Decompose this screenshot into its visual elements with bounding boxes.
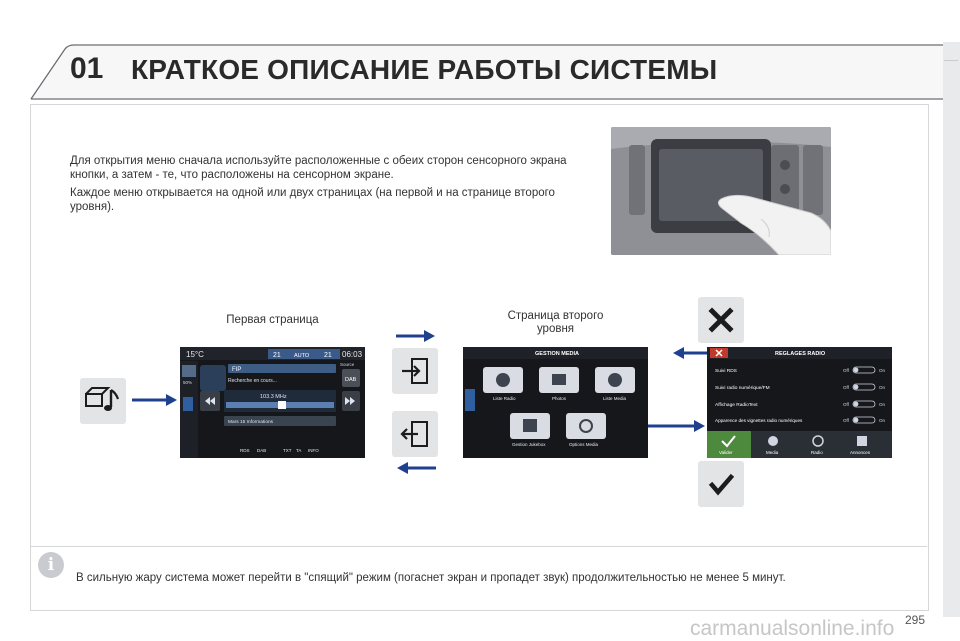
info-line: Mars 15 Informations [228, 420, 274, 425]
page-number: 295 [905, 613, 926, 627]
setting-row-label: Apparence des vignettes radio numériques [715, 418, 803, 423]
off-label: Off [843, 402, 849, 407]
bottom-rds[interactable]: RDS [240, 448, 250, 453]
search-status: Recherche en cours... [228, 378, 277, 384]
close-x-icon [698, 297, 744, 343]
second-level-label-line2: уровня [536, 323, 575, 335]
arrow-to-first-page-icon [132, 392, 178, 408]
media-options-button[interactable] [566, 413, 606, 439]
frequency-slider[interactable] [278, 401, 286, 409]
announcements-tab-label: Annonces [850, 450, 871, 455]
media-menu-screen [463, 347, 648, 458]
info-icon-glyph: i [47, 555, 55, 575]
off-label: Off [843, 368, 849, 373]
volume-readout: 50% [183, 380, 193, 385]
return-arrow-icon [392, 411, 438, 457]
media-list-label: Liste Media [603, 396, 627, 401]
bottom-info[interactable]: INFO [308, 448, 319, 453]
intro-paragraph-2: Каждое меню открывается на одной или двух страницах (на первой и на странице второго уровня). [70, 187, 555, 213]
music-note-icon [80, 378, 126, 424]
frequency-readout: 103.3 MHz [260, 394, 287, 400]
station-name: FIP [232, 367, 242, 373]
intro-paragraph-1: Для открытия меню сначала используйте расположенные с обеих сторон сенсорного экрана кнопки, а затем - те, что расположены на сенсорном экране. [70, 155, 567, 181]
forward-menu-key[interactable] [392, 348, 438, 394]
right-vent [803, 145, 823, 215]
radio-settings-screen [707, 347, 892, 458]
side-rail [943, 42, 960, 617]
off-label: Off [843, 385, 849, 390]
bottom-txt[interactable]: TXT [283, 448, 292, 453]
media-options-label: Options Media [569, 442, 599, 447]
source-label: Source [340, 362, 355, 367]
radio-screen-title: REGLAGES RADIO [775, 351, 826, 357]
clock: 06:03 [342, 350, 363, 359]
temperature-readout: 15°C [186, 350, 204, 359]
media-screen-title: GESTION MEDIA [535, 351, 580, 357]
back-menu-key[interactable] [392, 411, 438, 457]
off-label: Off [843, 418, 849, 423]
validate-tab-label: Valider [719, 450, 733, 455]
enter-arrow-icon [392, 348, 438, 394]
watermark: carmanualsonline.info [690, 617, 895, 640]
on-label: On [879, 402, 886, 407]
first-page-screen [180, 347, 365, 458]
second-level-label-line1: Страница второго [507, 310, 604, 322]
setting-row-label: Suivi RDS [715, 369, 737, 374]
arrow-forward-icon [396, 328, 436, 344]
page-title: КРАТКОЕ ОПИСАНИЕ РАБОТЫ СИСТЕМЫ [131, 54, 718, 85]
media-tab-label: Media [766, 450, 779, 455]
left-temp: 21 [273, 352, 281, 359]
station-logo [200, 365, 226, 391]
on-label: On [879, 385, 886, 390]
info-divider [30, 546, 927, 547]
left-vent [629, 145, 645, 215]
bottom-ta[interactable]: TA [296, 448, 302, 453]
close-key[interactable] [698, 297, 744, 343]
on-label: On [879, 368, 886, 373]
photos-label: Photos [552, 396, 567, 401]
volume-button[interactable] [182, 365, 196, 377]
ac-mode: AUTO [294, 353, 310, 359]
setting-row-label: Affichage RadioText [715, 403, 758, 408]
info-note: В сильную жару система может перейти в "спящий" режим (погаснет экран и пропадет звук) продолжительностью не менее 5 минут. [76, 572, 786, 584]
setting-row-label: Suivi radio numérique/FM [715, 386, 770, 391]
music-key[interactable] [80, 378, 126, 424]
bottom-dab[interactable]: DAB [257, 448, 267, 453]
dab-label: DAB [345, 377, 357, 383]
side-menu-button[interactable] [183, 397, 193, 411]
second-level-label [478, 310, 633, 336]
right-temp: 21 [324, 352, 332, 359]
on-label: On [879, 418, 886, 423]
side-rail-line [944, 60, 958, 61]
chapter-number: 01 [70, 52, 104, 85]
arrow-back-icon [396, 460, 436, 476]
confirm-key[interactable] [698, 461, 744, 507]
first-page-label: Первая страница [226, 314, 319, 326]
radio-tab-label: Radio [811, 450, 823, 455]
radio-list-label: Liste Radio [493, 396, 516, 401]
dashboard-touch-photo [611, 127, 831, 255]
checkmark-icon [698, 461, 744, 507]
jukebox-label: Gestion Jukebox [512, 442, 546, 447]
intro-text [70, 155, 600, 219]
